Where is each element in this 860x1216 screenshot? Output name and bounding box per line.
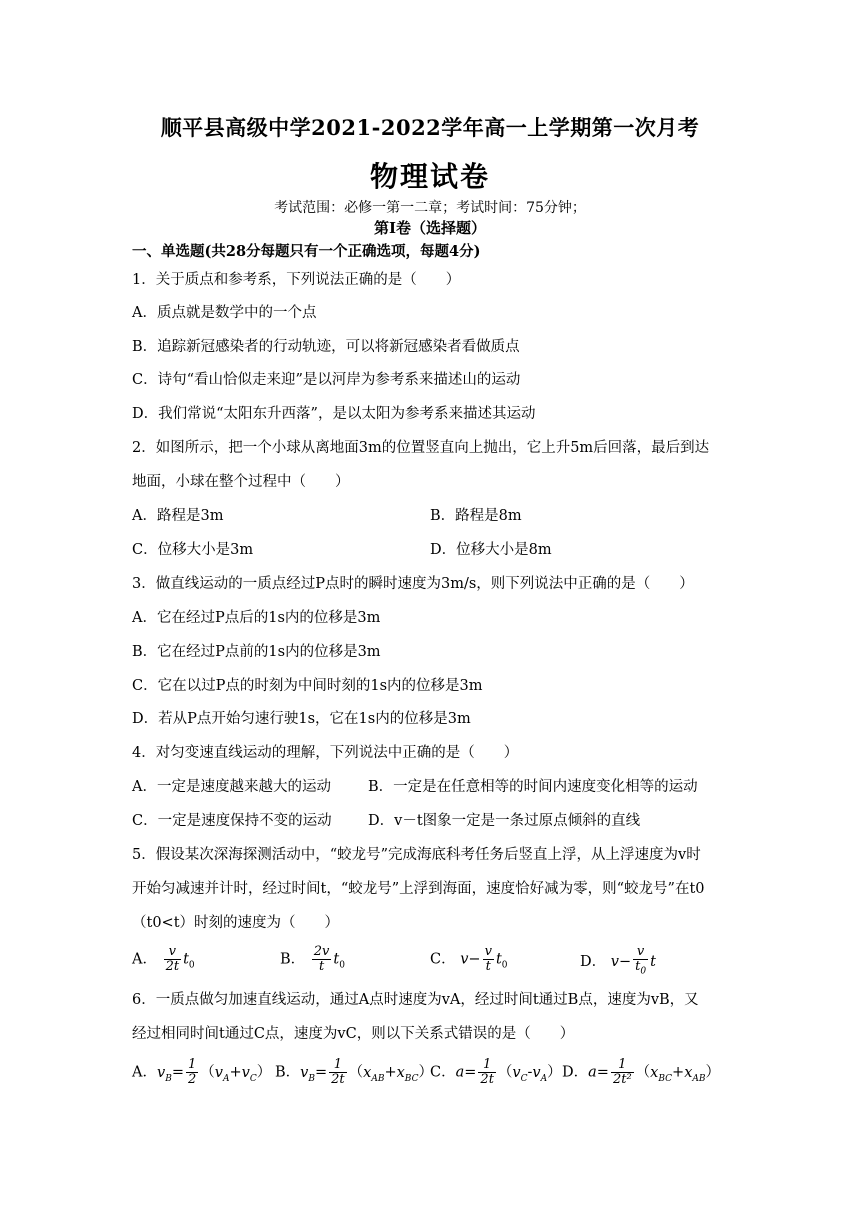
part-title: 第Ⅰ卷（选择题） [373,219,487,237]
q5-option-c-formula: $\frac{v}{t}$ [484,944,492,974]
q3-stem: 3．做直线运动的一质点经过P点时的瞬时速度为3m/s，则下列说法中正确的是（ ） [132,576,694,592]
q6-option-c-label: C． [430,1064,456,1081]
q4-stem: 4．对匀变速直线运动的理解，下列说法中正确的是（ ） [132,745,519,761]
q6-stem-line1: 6．一质点做匀加速直线运动，通过A点时速度为vA，经过时间t通过B点，速度为vB，又 [132,992,699,1008]
q6-option-c: C．a= $\frac{1}{2t}$ $(v_C-v_A)$ [430,1057,562,1087]
q5-option-c-label: C． [430,951,456,968]
q3-option-a: A．它在经过P点后的1s内的位移是3m [132,610,381,626]
q5-option-a: A． $\frac{v}{2t}$ $t_0$ [132,944,195,974]
q4-option-b: B．一定是在任意相等的时间内速度变化相等的运动 [368,779,698,795]
q5-stem-line1: 5．假设某次深海探测活动中，“蛟龙号”完成海底科考任务后竖直上浮，从上浮速度为v时 [132,847,701,863]
q5-option-d-formula: $\frac{v}{t_0}$ [635,944,647,977]
q5-option-a-label: A． [132,951,157,968]
q1-option-b: B．追踪新冠感染者的行动轨迹，可以将新冠感染者看做质点 [132,339,520,355]
q2-option-b: B．路程是8m [430,508,522,524]
q6-stem-line2: 经过相同时间t通过C点，速度为vC，则以下关系式错误的是（ ） [132,1026,575,1042]
q3-option-d: D．若从P点开始匀速行驶1s，它在1s内的位移是3m [132,711,471,727]
q3-option-c: C．它在以过P点的时刻为中间时刻的1s内的位移是3m [132,678,483,694]
q2-stem-line1: 2．如图所示，把一个小球从离地面3m的位置竖直向上抛出，它上升5m后回落，最后到达 [132,440,710,456]
q6-option-b-label: B． [275,1064,301,1081]
exam-info: 考试范围：必修一第一二章；考试时间：75分钟； [274,200,586,216]
q5-option-d-label: D． [580,953,607,970]
q3-option-b: B．它在经过P点前的1s内的位移是3m [132,644,381,660]
q1-option-c: C．诗句“看山恰似走来迎”是以河岸为参考系来描述山的运动 [132,372,521,388]
q1-stem: 1．关于质点和参考系，下列说法正确的是（ ） [132,272,461,288]
q4-option-c: C．一定是速度保持不变的运动 [132,813,332,829]
school-title: 顺平县高级中学2021-2022学年高一上学期第一次月考 [160,115,700,140]
q6-option-d-label: D． [562,1064,589,1081]
q5-option-d: D． v− $\frac{v}{t_0}$ t [580,944,656,977]
q2-option-a: A．路程是3m [132,508,224,524]
q1-option-a: A．质点就是数学中的一个点 [132,305,317,321]
q2-stem-line2: 地面，小球在整个过程中（ ） [132,474,350,490]
q5-option-c: C． v− $\frac{v}{t}$ $t_0$ [430,944,508,974]
q4-option-a: A．一定是速度越来越大的运动 [132,779,331,795]
q6-option-d: D．a= $\frac{1}{\text{2t²}}$ $(x_{BC}+x_{AB})$ [562,1057,720,1087]
q5-stem-line2: 开始匀减速并计时，经过时间t，“蛟龙号”上浮到海面，速度恰好减为零，则“蛟龙号”在t0 [132,881,705,897]
q6-option-a: A．$v_B=$ $\frac{1}{2}$ $(v_A+v_C)$ [132,1057,272,1087]
q1-option-d: D．我们常说“太阳东升西落”，是以太阳为参考系来描述其运动 [132,406,536,422]
q6-option-b: B．$v_B=$ $\frac{1}{2t}$ $(x_{AB}+x_{BC})$ [275,1057,433,1087]
section-heading: 一、单选题(共28分每题只有一个正确选项，每题4分) [132,243,481,260]
q5-option-b: B． $\frac{2v}{t}$ $t_0$ [280,944,345,974]
subject-title: 物理试卷 [369,160,490,193]
q5-option-a-formula: $\frac{v}{2t}$ [165,944,180,974]
q2-option-d: D．位移大小是8m [430,542,552,558]
q6-option-a-label: A． [132,1064,157,1081]
q5-option-b-label: B． [280,951,306,968]
q5-stem-line3: （t0<t）时刻的速度为（ ） [132,915,340,931]
q5-option-b-formula: $\frac{2v}{t}$ [313,944,330,974]
q4-option-d: D．v－t图象一定是一条过原点倾斜的直线 [368,813,641,829]
q2-option-c: C．位移大小是3m [132,542,254,558]
